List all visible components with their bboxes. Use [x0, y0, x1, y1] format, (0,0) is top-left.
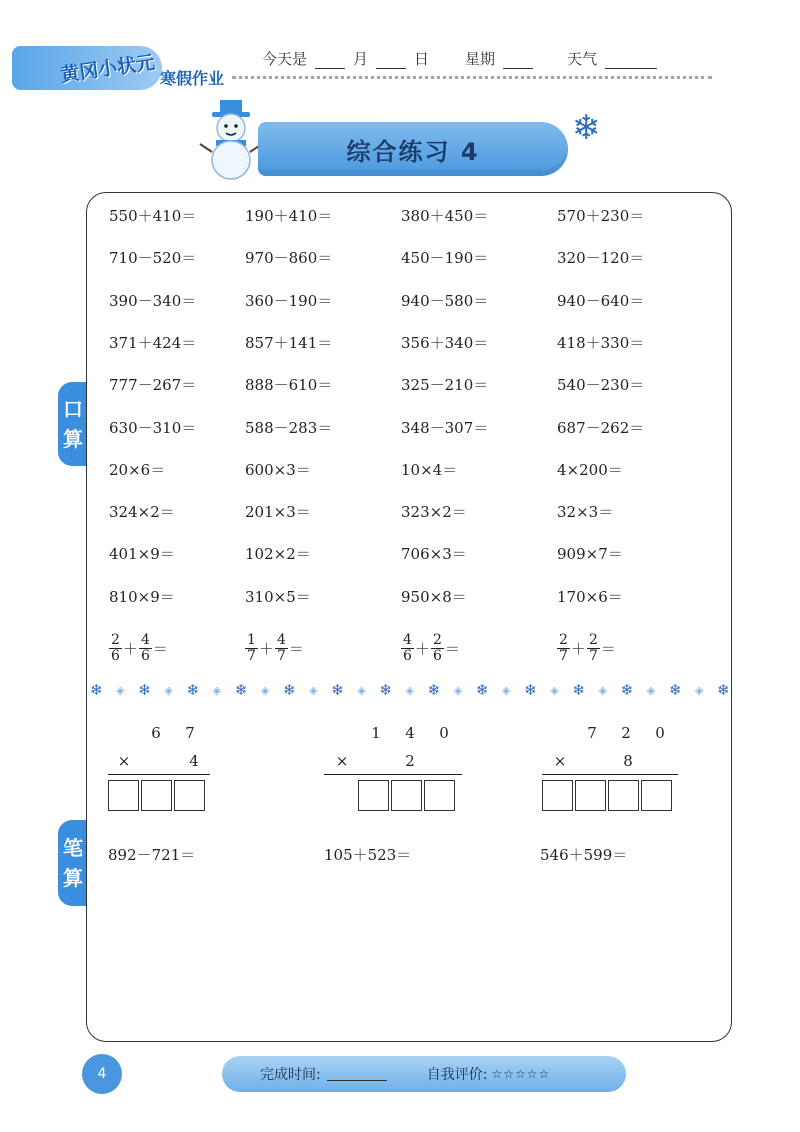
oral-problem: 323×2＝ — [401, 503, 467, 522]
diamond-icon: ◈ — [405, 683, 415, 697]
oral-calc-tab — [58, 382, 88, 466]
times-sign: × — [117, 752, 131, 770]
oral-tab-char-1: 口 — [63, 397, 83, 421]
month-blank[interactable] — [315, 53, 345, 69]
multiplicand-digit: 1 — [371, 724, 381, 742]
month-label: 月 — [353, 50, 369, 68]
oral-problem: 810×9＝ — [109, 587, 175, 606]
oral-problem: 588－283＝ — [245, 418, 333, 437]
weather-blank[interactable] — [605, 53, 657, 69]
plus-sign: ＋ — [570, 640, 586, 658]
oral-problem: 170×6＝ — [557, 587, 623, 606]
written-problem: 105＋523＝ — [324, 846, 412, 864]
fraction-denominator: 6 — [403, 648, 412, 664]
oral-problem: 550＋410＝ — [109, 207, 197, 225]
fraction-b — [587, 633, 600, 664]
fraction-b — [275, 633, 288, 664]
multiplier-digit: 2 — [405, 752, 415, 770]
weekday-blank[interactable] — [503, 53, 533, 69]
diamond-icon: ◈ — [116, 683, 125, 697]
weather-label: 天气 — [567, 50, 598, 68]
exercise-frame — [86, 192, 732, 1042]
oral-problem: 390－340＝ — [109, 291, 197, 310]
oral-problem: 600×3＝ — [245, 460, 311, 479]
multiplier-digit: 4 — [189, 752, 199, 770]
oral-problem: 371＋424＝ — [109, 333, 197, 352]
multiplicand-digit: 0 — [439, 724, 449, 742]
date-prefix: 今天是 — [262, 50, 308, 68]
diamond-icon: ◈ — [212, 683, 222, 697]
snowflake-icon: ❄ — [572, 681, 585, 699]
oral-problem: 450－190＝ — [401, 249, 489, 268]
multiplicand-digit: 2 — [621, 724, 631, 742]
oral-problem: 909×7＝ — [557, 545, 623, 564]
rating-stars[interactable]: ☆☆☆☆☆ — [491, 1067, 551, 1081]
snowflake-icon: ❄ — [379, 681, 392, 699]
brand-subtitle: 寒假作业 — [160, 69, 225, 88]
oral-problem: 20×6＝ — [109, 460, 166, 479]
snowflake-icon: ❄ — [90, 681, 103, 699]
multiplicand-digit: 0 — [655, 724, 665, 742]
multiplicand-digit: 7 — [185, 724, 195, 742]
oral-problem: 360－190＝ — [245, 291, 333, 310]
oral-problem: 857＋141＝ — [245, 333, 333, 352]
fraction-numerator: 4 — [403, 632, 412, 648]
oral-problem: 401×9＝ — [109, 545, 175, 564]
answer-box[interactable] — [575, 780, 606, 811]
answer-boxes — [542, 780, 672, 811]
diamond-icon: ◈ — [694, 683, 704, 697]
times-sign: × — [553, 752, 567, 770]
oral-problem: 10×4＝ — [401, 460, 458, 479]
oral-problem: 324×2＝ — [109, 503, 175, 522]
oral-problem: 201×3＝ — [245, 503, 311, 522]
fraction-numerator: 2 — [432, 632, 442, 648]
fraction-denominator: 6 — [140, 648, 150, 664]
diamond-icon: ◈ — [598, 683, 607, 697]
oral-problem: 32×3＝ — [557, 503, 614, 522]
fraction-denominator: 7 — [559, 648, 568, 664]
multiplicand-digit: 6 — [151, 724, 161, 742]
snowman-icon — [198, 96, 264, 184]
fraction-a — [557, 633, 570, 664]
oral-problem: 940－640＝ — [557, 291, 645, 310]
oral-problem: 710－520＝ — [109, 249, 197, 268]
answer-box[interactable] — [108, 780, 139, 811]
oral-problem: 102×2＝ — [245, 545, 311, 564]
snowflake-icon: ❄ — [138, 681, 151, 699]
answer-boxes — [108, 780, 205, 811]
fraction-numerator: 2 — [111, 632, 120, 648]
fraction-denominator: 7 — [247, 648, 256, 664]
oral-problem: 706×3＝ — [401, 545, 467, 564]
fraction-problem — [109, 633, 169, 664]
answer-box[interactable] — [358, 780, 389, 811]
fraction-numerator: 2 — [588, 632, 598, 648]
oral-problem: 380＋450＝ — [401, 207, 489, 225]
fraction-a — [245, 633, 258, 664]
oral-problem: 940－580＝ — [401, 291, 489, 310]
fraction-a — [401, 633, 414, 664]
fraction-problem — [557, 633, 617, 664]
answer-box[interactable] — [174, 780, 205, 811]
oral-problem: 888－610＝ — [245, 376, 333, 395]
page-number: 4 — [82, 1054, 122, 1094]
snowflake-icon: ❄ — [282, 681, 296, 699]
fraction-numerator: 4 — [140, 632, 150, 648]
answer-box[interactable] — [141, 780, 172, 811]
answer-boxes — [358, 780, 455, 811]
snowflake-icon: ❄ — [620, 681, 634, 699]
snowflake-icon: ❄ — [475, 681, 489, 699]
day-label: 日 — [414, 50, 430, 68]
answer-box[interactable] — [608, 780, 639, 811]
equals-sign: ＝ — [152, 640, 168, 658]
oral-problem: 570＋230＝ — [557, 207, 645, 225]
self-eval-label: 自我评价: — [426, 1067, 488, 1083]
fraction-b — [139, 633, 152, 664]
page-title: 综合练习 4 — [346, 137, 480, 166]
multiplicand-digit: 4 — [405, 724, 415, 742]
fraction-numerator: 4 — [276, 632, 286, 648]
plus-sign: ＋ — [258, 640, 274, 658]
oral-problem: 777－267＝ — [109, 376, 197, 395]
written-tab-char-2: 算 — [63, 866, 83, 890]
fraction-a — [109, 633, 122, 664]
snowflake-icon: ❄ — [572, 108, 601, 148]
weekday-label: 星期 — [465, 50, 496, 68]
diamond-icon: ◈ — [309, 683, 318, 697]
answer-box[interactable] — [424, 780, 455, 811]
written-problem: 546＋599＝ — [540, 846, 628, 864]
diamond-icon: ◈ — [453, 683, 463, 697]
fraction-problem — [401, 633, 461, 664]
snowflake-icon: ❄ — [427, 681, 441, 699]
equals-sign: ＝ — [444, 640, 460, 658]
written-problem: 892－721＝ — [108, 846, 196, 864]
plus-sign: ＋ — [414, 640, 430, 658]
snowflake-icon: ❄ — [331, 681, 344, 699]
fraction-numerator: 2 — [559, 632, 568, 648]
result-line — [108, 774, 210, 775]
day-blank[interactable] — [376, 53, 406, 69]
snowflake-icon: ❄ — [717, 681, 730, 699]
oral-problem: 348－307＝ — [401, 418, 489, 437]
answer-box[interactable] — [641, 780, 672, 811]
footer-bar — [222, 1056, 626, 1092]
oral-problem: 356＋340＝ — [401, 333, 489, 352]
diamond-icon: ◈ — [550, 683, 559, 697]
completion-time-label: 完成时间: — [260, 1067, 321, 1083]
oral-tab-char-2: 算 — [63, 427, 83, 451]
times-sign: × — [335, 752, 349, 770]
oral-problem: 630－310＝ — [109, 418, 197, 437]
oral-problem: 320－120＝ — [557, 249, 645, 268]
oral-problem: 4×200＝ — [557, 460, 623, 479]
multiplicand-digit: 7 — [587, 724, 597, 742]
diamond-icon: ◈ — [357, 683, 366, 697]
equals-sign: ＝ — [600, 640, 616, 658]
oral-problem: 540－230＝ — [557, 376, 645, 395]
multiplier-digit: 8 — [623, 752, 633, 770]
result-line — [542, 774, 678, 775]
snowflake-divider — [90, 678, 730, 702]
oral-problem: 325－210＝ — [401, 376, 489, 395]
written-calc-tab — [58, 820, 88, 906]
written-tab-char-1: 笔 — [63, 836, 83, 860]
date-line — [262, 48, 661, 69]
equals-sign: ＝ — [288, 640, 304, 658]
plus-sign: ＋ — [122, 640, 138, 658]
completion-time-blank[interactable] — [327, 1067, 387, 1081]
header-dotted-line — [232, 76, 712, 79]
diamond-icon: ◈ — [502, 683, 511, 697]
snowflake-icon: ❄ — [524, 681, 537, 699]
snowflake-icon: ❄ — [186, 681, 200, 699]
answer-box[interactable] — [391, 780, 422, 811]
fraction-b — [431, 633, 444, 664]
brand-logo: 黄冈小状元 — [59, 51, 157, 87]
diamond-icon: ◈ — [260, 683, 270, 697]
fraction-denominator: 6 — [111, 648, 120, 664]
diamond-icon: ◈ — [646, 683, 656, 697]
fraction-problem — [245, 633, 305, 664]
fraction-denominator: 7 — [588, 648, 598, 664]
result-line — [324, 774, 462, 775]
fraction-denominator: 7 — [276, 648, 286, 664]
oral-problem: 687－262＝ — [557, 418, 645, 437]
oral-problem: 190＋410＝ — [245, 207, 333, 225]
oral-problem: 950×8＝ — [401, 587, 467, 606]
fraction-numerator: 1 — [247, 632, 256, 648]
snowflake-icon: ❄ — [668, 681, 682, 699]
fraction-denominator: 6 — [432, 648, 442, 664]
oral-problem: 418＋330＝ — [557, 333, 645, 352]
oral-problem: 970－860＝ — [245, 249, 333, 268]
snowflake-icon: ❄ — [234, 681, 248, 699]
answer-box[interactable] — [542, 780, 573, 811]
oral-problem: 310×5＝ — [245, 587, 311, 606]
diamond-icon: ◈ — [164, 683, 173, 697]
